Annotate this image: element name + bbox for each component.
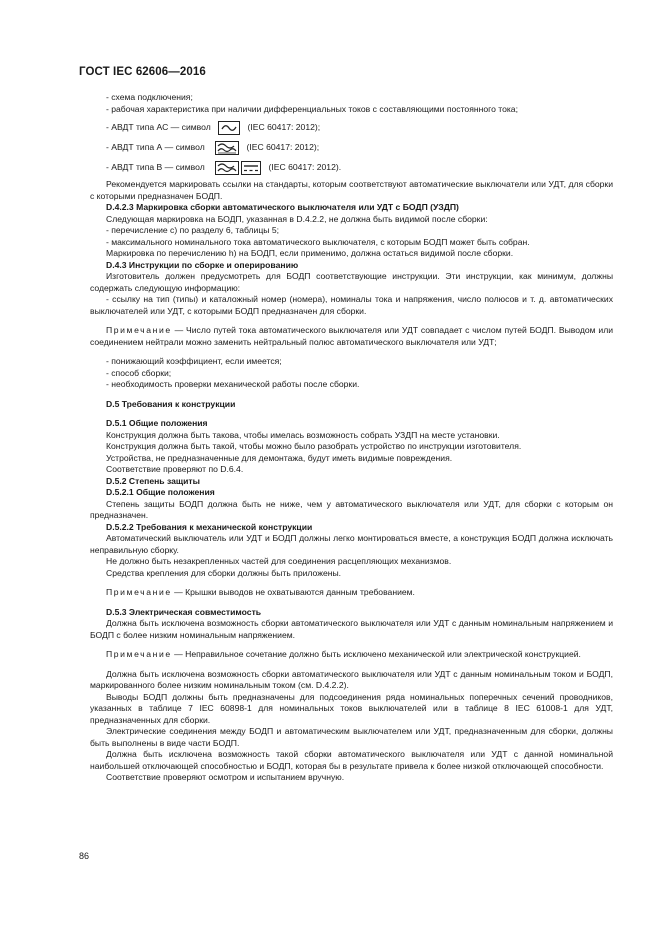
symbol-label: - АВДТ типа В — символ [106,162,205,172]
paragraph: Средства крепления для сборки должны быть приложены. [106,567,342,578]
paragraph: Соответствие проверяют по D.6.4. [106,464,244,474]
section-heading-d522: D.5.2.2 Требования к механической конструкции [106,521,313,532]
section-heading-d53: D.5.3 Электрическая совместимость [106,606,262,617]
note [90,587,613,599]
paragraph: Конструкция должна быть такой, чтобы можно было разобрать устройство по инструкции изготовителя. [106,441,522,451]
page-content [90,92,613,784]
paragraph: Следующая маркировка на БОДП, указанная в D.4.2.2, не должна быть видимой после сборки: [106,213,488,224]
note-label: Примечание [106,325,172,335]
dc-line-symbol-icon [241,161,261,175]
section-heading-d52: D.5.2 Степень защиты [106,475,200,486]
note [90,649,613,661]
paragraph: Устройства, не предназначенные для демонтажа, будут иметь видимые повреждения. [106,452,453,463]
note-text: — Число путей тока автоматического выключателя или УДТ совпадает с числом путей БОДП. Выводом или соединением нейтрали можно заменить нейтральный полюс автоматического выключателя или УДТ; [90,325,614,347]
list-item: - понижающий коэффициент, если имеется; [106,356,282,366]
paragraph: Должна быть исключена возможность сборки автоматического выключателя или УДТ с данным номинальным током и БОДП, маркированного более низким номинальным током (см. D.4.2.2). [90,668,613,690]
smooth-dc-symbol-icon [215,161,239,175]
page-number: 86 [79,851,90,861]
paragraph: Должна быть исключена возможность такой сборки автоматического выключателя или УДТ с данной номинальной наибольшей отключающей способностью и БОДП, которая бы в результате привела к более низкой отключающей способности. [90,749,613,771]
paragraph: Выводы БОДП должны быть предназначены для подсоединения ряда номинальных поперечных сечений проводников, указанных в таблице 7 IEC 60898-1 для номинальных токов выключателей или в таблице 8 IEC 61008-1 для УДТ, предназначенных для сборки. [90,691,613,725]
note [90,325,613,348]
section-heading-d51: D.5.1 Общие положения [106,418,208,428]
list-item: - рабочая характеристика при наличии дифференциальных токов с составляющими постоянного тока; [106,103,518,114]
symbol-label: - АВДТ типа АС — символ [106,122,211,132]
section-heading-d521: D.5.2.1 Общие положения [106,487,215,497]
symbol-row-ac [90,119,613,135]
list-item: - способ сборки; [106,367,172,378]
list-item: - максимального номинального тока автоматического выключателя, с которым БОДП может быть собран. [106,236,530,247]
list-item: - перечисление с) по разделу 6, таблицы 5; [106,225,280,235]
symbol-label: - АВДТ типа А — символ [106,142,205,152]
symbol-row-a [90,139,613,155]
paragraph: Изготовитель должен предусмотреть для БОДП соответствующие инструкции. Эти инструкции, как минимум, должны содержать следующую информацию: [90,271,613,293]
section-heading-d43: D.4.3 Инструкции по сборке и оперированию [106,259,299,270]
note-text: — Крышки выводов не охватываются данным требованием. [174,587,415,597]
paragraph: Должна быть исключена возможность сборки автоматического выключателя или УДТ с данным номинальным напряжением и БОДП с более низким номинальным напряжением. [90,618,613,640]
note-label: Примечание [106,649,172,659]
symbol-ref: (IEC 60417: 2012); [246,142,320,152]
paragraph: Электрические соединения между БОДП и автоматическим выключателем или УДТ, предназначенным для сборки, должны быть выполнены в виде части БОДП. [90,726,613,748]
list-item: - схема подключения; [106,92,193,102]
list-item: - необходимость проверки механической работы после сборки. [106,379,360,389]
paragraph: Автоматический выключатель или УДТ и БОДП должны легко монтироваться вместе, а конструкция БОДП должна исключать неправильную сборку. [90,533,613,555]
symbol-ref: (IEC 60417: 2012); [247,122,321,132]
symbol-ref: (IEC 60417: 2012). [268,162,342,172]
paragraph: Не должно быть незакрепленных частей для соединения расцепляющих механизмов. [106,556,452,566]
section-heading-d5: D.5 Требования к конструкции [106,398,236,409]
note-label: Примечание [106,587,172,597]
recommendation-paragraph: Рекомендуется маркировать ссылки на стандарты, которым соответствуют автоматические выключатели или УДТ, для сборки с которыми предназначен БОДП. [90,179,613,201]
pulsating-dc-symbol-icon [215,141,239,155]
paragraph: Конструкция должна быть такова, чтобы имелась возможность собрать УЗДП на месте установки. [106,429,500,440]
ac-wave-symbol-icon [218,121,240,135]
symbol-row-b [90,159,613,175]
document-header: ГОСТ IEC 62606—2016 [79,66,206,78]
list-item: - ссылку на тип (типы) и каталожный номер (номера), номиналы тока и напряжения, число полюсов и т. д. автоматических выключателей или УДТ, с которыми БОДП предназначен для сборки. [90,294,613,316]
paragraph: Степень защиты БОДП должна быть не ниже, чем у автоматического выключателя или УДТ, для сборки с которым он предназначен. [90,498,613,520]
paragraph: Маркировка по перечислению h) на БОДП, если применимо, должна остаться видимой после сборки. [106,248,514,258]
paragraph: Соответствие проверяют осмотром и испытанием вручную. [106,772,345,782]
note-text: — Неправильное сочетание должно быть исключено механической или электрической конструкцией. [174,649,581,659]
section-heading-d423: D.4.2.3 Маркировка сборки автоматического выключателя или УДТ с БОДП (УЗДП) [106,202,459,212]
